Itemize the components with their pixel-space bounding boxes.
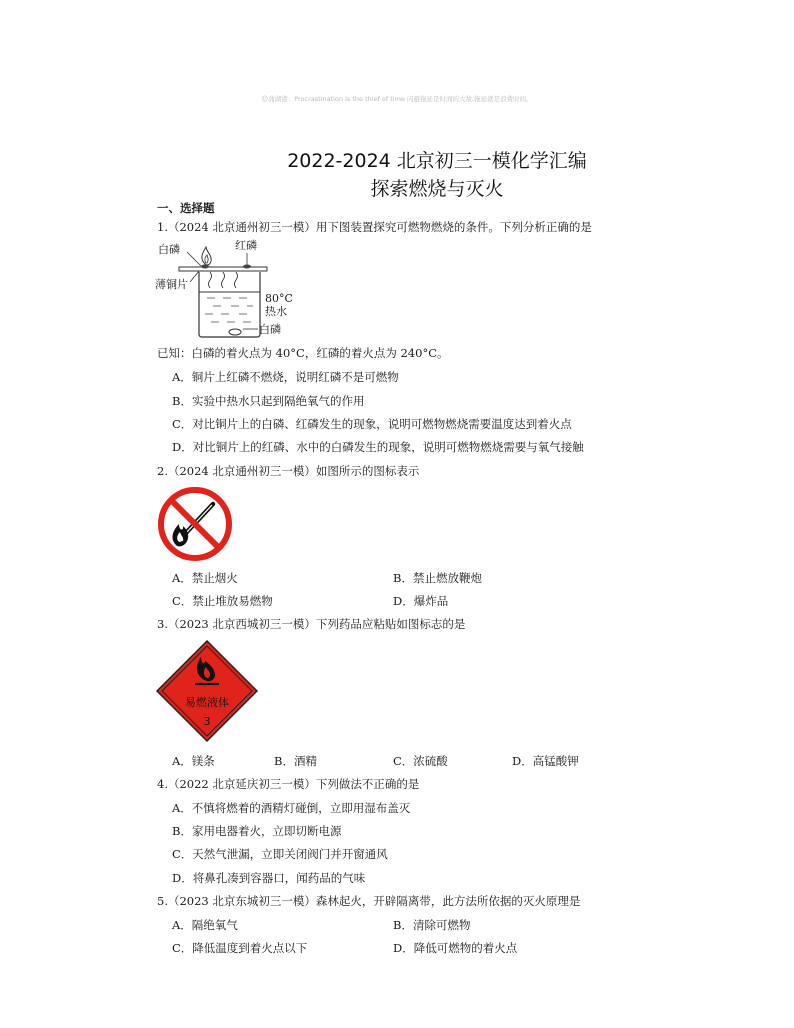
q2-option-a: A．禁止烟火 xyxy=(172,571,238,585)
q3-option-a: A．镁条 xyxy=(172,754,215,768)
label-white-phosphorus-top: 白磷 xyxy=(158,243,180,256)
q5-option-a: A．隔绝氧气 xyxy=(172,918,238,932)
q1-option-a: A．铜片上红磷不燃烧，说明红磷不是可燃物 xyxy=(172,370,399,384)
page-title: 2022-2024 北京初三一模化学汇编 xyxy=(287,150,587,172)
page-subtitle: 探索燃烧与灭火 xyxy=(370,178,504,200)
no-fire-sign-figure xyxy=(155,484,235,564)
q1-option-c: C．对比铜片上的白磷、红磷发生的现象，说明可燃物燃烧需要温度达到着火点 xyxy=(172,417,572,431)
q1-known-info: 已知：白磷的着火点为 40°C，红磷的着火点为 240°C。 xyxy=(157,346,449,360)
label-white-phosphorus-bottom: 白磷 xyxy=(259,323,281,336)
q4-option-a: A．不慎将燃着的酒精灯碰倒，立即用湿布盖灭 xyxy=(172,801,411,815)
q4-option-d: D．将鼻孔凑到容器口，闻药品的气味 xyxy=(172,871,366,885)
sign-class-number: 3 xyxy=(203,715,211,728)
q5-stem: 5.（2023 北京东城初三一模）森林起火，开辟隔离带，此方法所依据的灭火原理是 xyxy=(157,894,581,908)
q1-option-d: D．对比铜片上的红磷、水中的白磷发生的现象，说明可燃物燃烧需要与氧气接触 xyxy=(172,440,584,454)
combustion-apparatus-figure xyxy=(155,236,295,340)
label-temperature: 80°C xyxy=(265,292,293,305)
flammable-liquid-sign xyxy=(155,639,259,743)
q5-option-d: D．降低可燃物的着火点 xyxy=(393,941,518,955)
label-hot-water: 热水 xyxy=(265,305,287,318)
q5-option-b: B．清除可燃物 xyxy=(393,918,471,932)
section-heading: 一、选择题 xyxy=(157,201,215,215)
q4-stem: 4.（2022 北京延庆初三一模）下列做法不正确的是 xyxy=(157,777,420,791)
q2-option-b: B．禁止燃放鞭炮 xyxy=(393,571,482,585)
q2-stem: 2.（2024 北京通州初三一模）如图所示的图标表示 xyxy=(157,464,420,478)
label-copper-sheet: 薄铜片 xyxy=(155,278,188,291)
sign-label: 易燃液体 xyxy=(185,696,229,709)
q4-option-c: C．天然气泄漏，立即关闭阀门并开窗通风 xyxy=(172,847,388,861)
q1-option-b: B．实验中热水只起到隔绝氧气的作用 xyxy=(172,394,365,408)
q2-option-d: D．爆炸品 xyxy=(393,594,449,608)
watermark-text: ☺蒲湖港：Procrastination is the thief of time 闪避拖延是时间的大敌,拖延就是浪费时间。 xyxy=(261,95,533,103)
label-red-phosphorus: 红磷 xyxy=(235,239,257,252)
q3-option-c: C．浓硫酸 xyxy=(393,754,448,768)
q1-stem: 1.（2024 北京通州初三一模）用下图装置探究可燃物燃烧的条件。下列分析正确的是 xyxy=(157,220,592,234)
q3-stem: 3.（2023 北京西城初三一模）下列药品应粘贴如图标志的是 xyxy=(157,617,466,631)
q3-option-d: D．高锰酸钾 xyxy=(512,754,579,768)
q2-option-c: C．禁止堆放易燃物 xyxy=(172,594,273,608)
q3-option-b: B．酒精 xyxy=(274,754,317,768)
q4-option-b: B．家用电器着火，立即切断电源 xyxy=(172,824,342,838)
q5-option-c: C．降低温度到着火点以下 xyxy=(172,941,308,955)
